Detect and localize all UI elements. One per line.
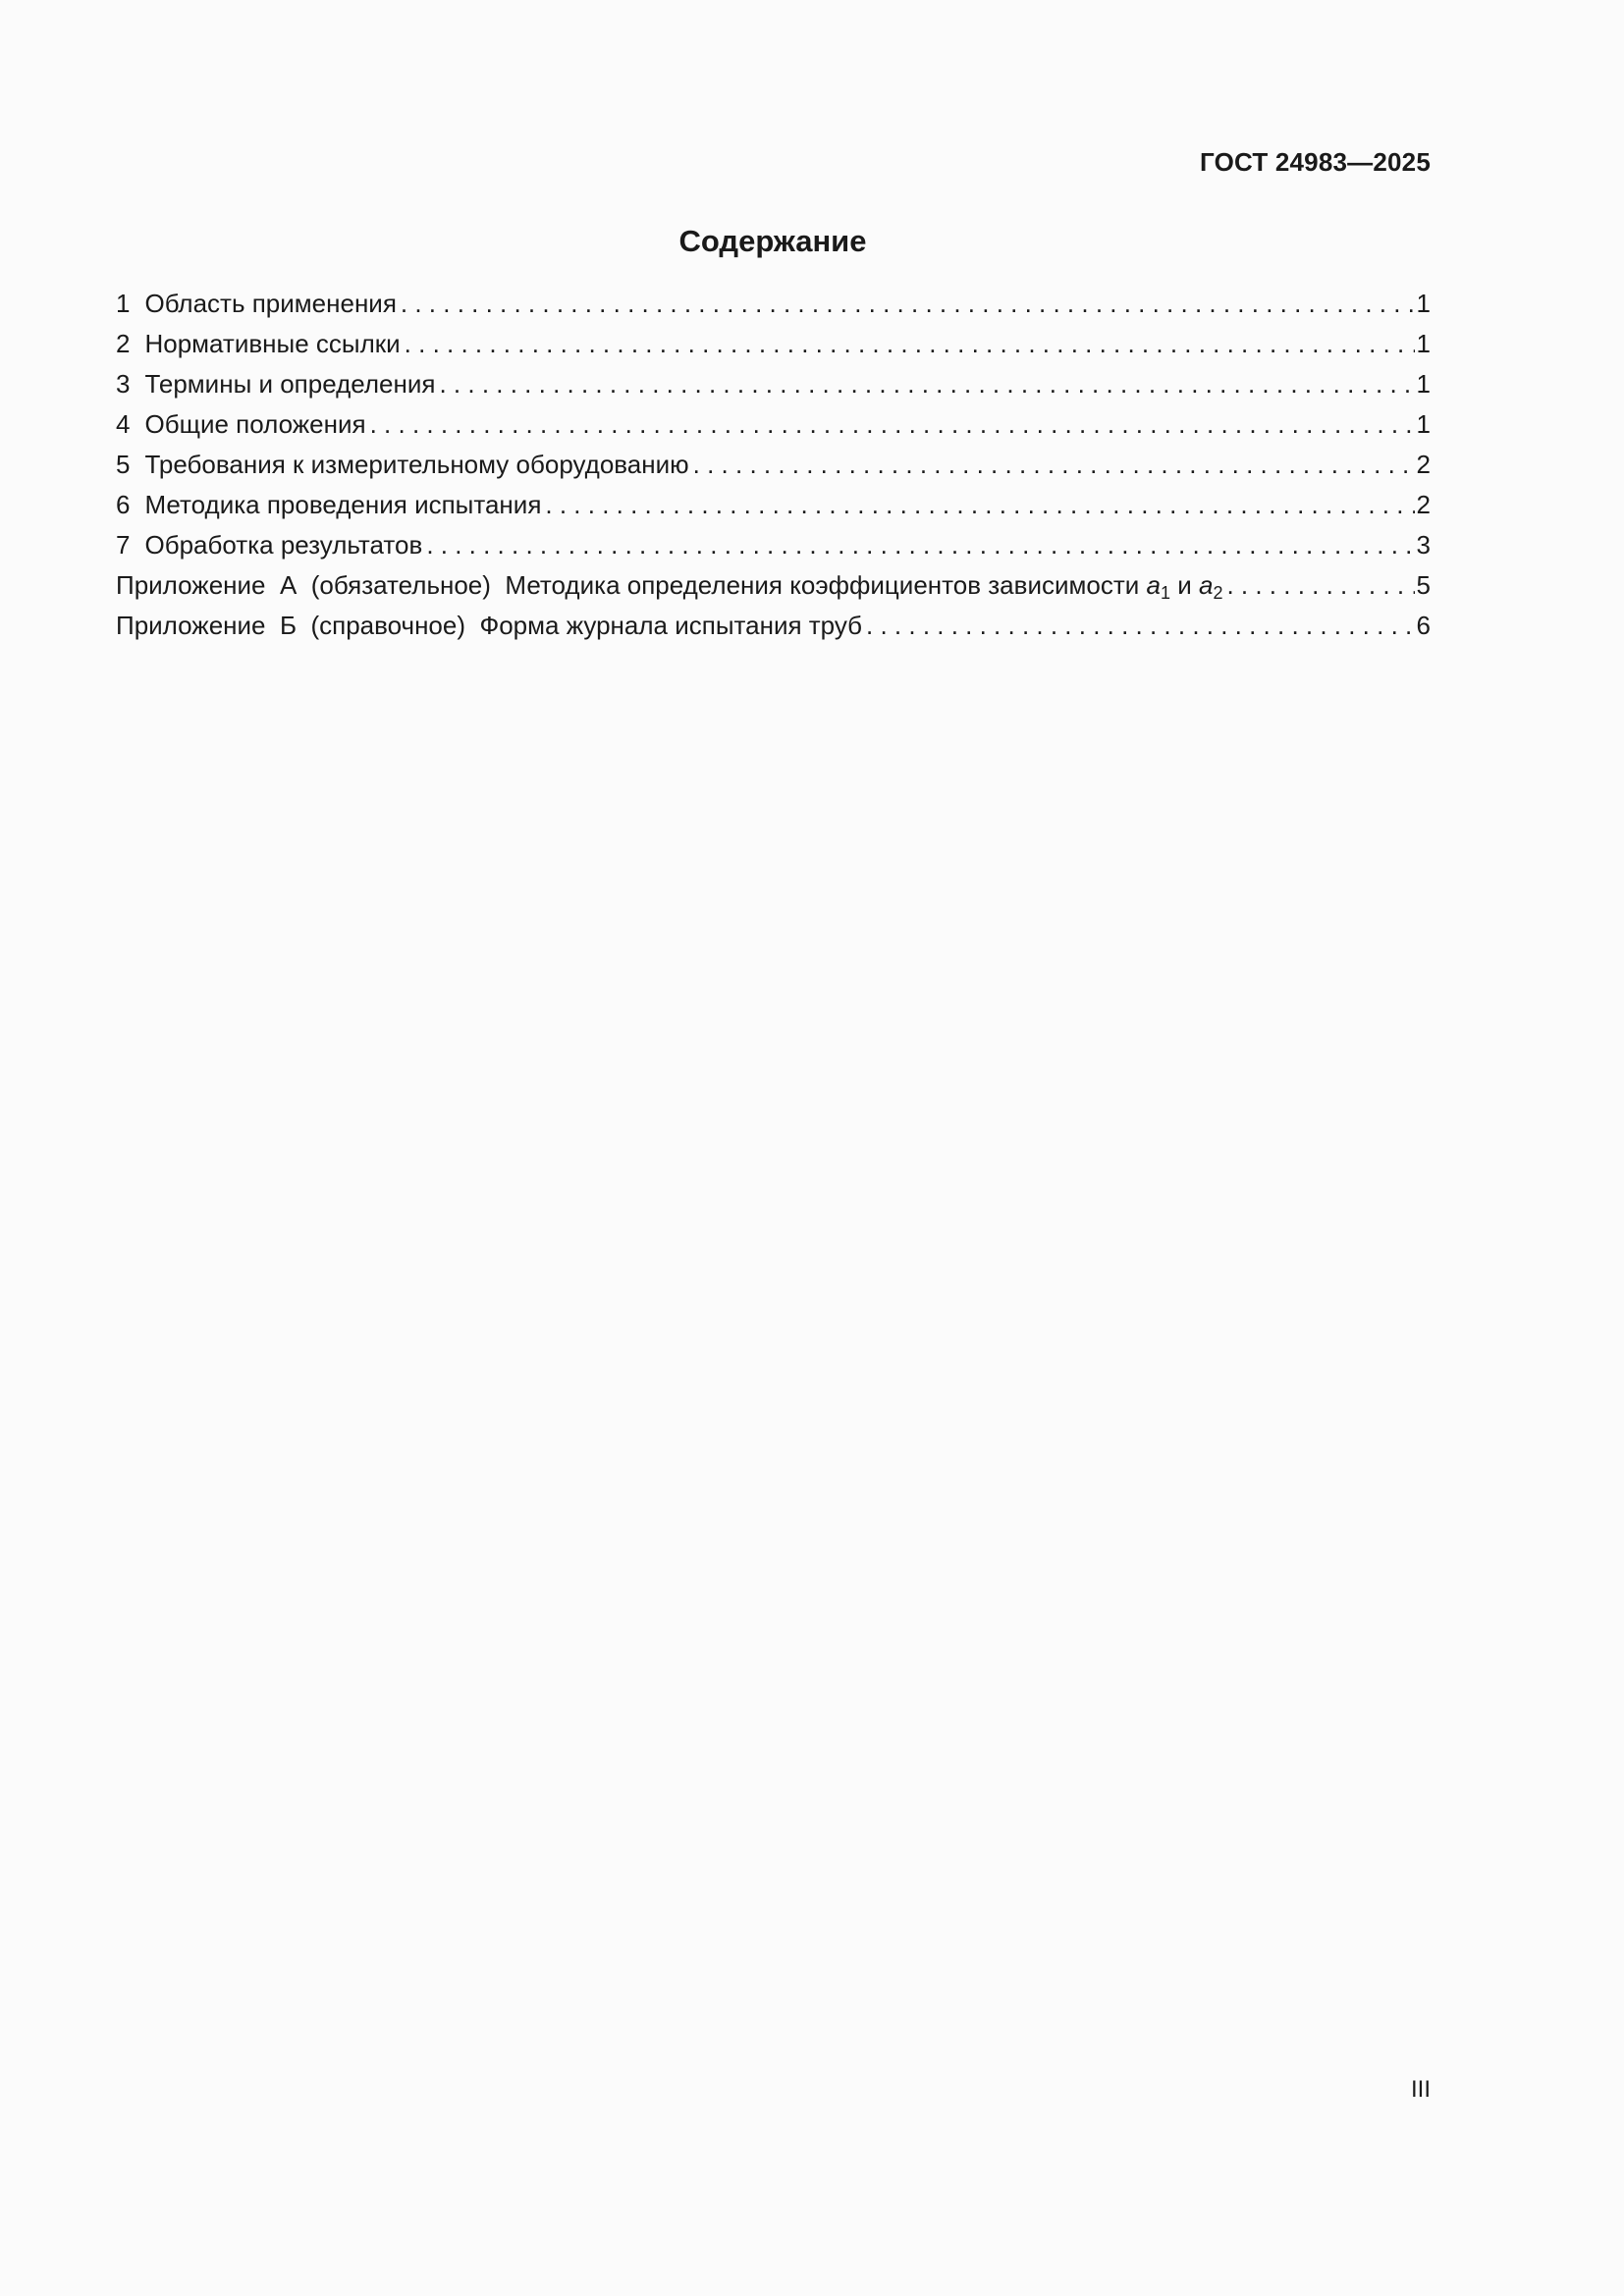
toc-item-label: Методика проведения испытания [144, 490, 542, 519]
toc-item-label: Термины и определения [144, 369, 436, 399]
toc-item-number: 5 [116, 450, 131, 479]
toc-title: Содержание [678, 224, 867, 258]
toc-item-label: Общие положения [144, 409, 366, 439]
toc-item-number: 1 [116, 289, 131, 318]
toc-leader-dots [866, 607, 1415, 644]
toc-item[interactable] [116, 486, 1431, 526]
toc-item-page: 1 [1416, 329, 1431, 358]
toc-item-page: 2 [1416, 450, 1431, 479]
toc-item-page: 2 [1416, 490, 1431, 519]
toc-item-appendix-b[interactable] [116, 607, 1431, 647]
toc-item-number: 3 [116, 369, 131, 399]
toc-item-label: Нормативные ссылки [144, 329, 401, 358]
toc-item-page: 6 [1416, 611, 1431, 640]
variable-a1: a [1146, 570, 1161, 600]
toc-item[interactable] [116, 285, 1431, 325]
toc-item-label: Приложение Б (справочное) Форма журнала испытания труб [116, 611, 863, 640]
toc-item-label: Обработка результатов [144, 530, 423, 560]
toc-item-label [116, 566, 1222, 604]
toc-item[interactable] [116, 446, 1431, 486]
page-number: III [1410, 2076, 1431, 2103]
toc-leader-dots [1226, 566, 1414, 604]
toc-item-number: 7 [116, 530, 131, 560]
toc-item[interactable] [116, 405, 1431, 446]
toc-item-number: 6 [116, 490, 131, 519]
toc-item-page: 1 [1416, 369, 1431, 399]
subscript-2: 2 [1213, 583, 1223, 603]
toc-item-page: 3 [1416, 530, 1431, 560]
toc-item-label: Область применения [144, 289, 397, 318]
toc-leader-dots [545, 486, 1414, 523]
toc-label-prefix: Приложение А (обязательное) Методика определения коэффициентов зависимости [116, 570, 1147, 600]
toc-item-number: 2 [116, 329, 131, 358]
toc-leader-dots [405, 325, 1415, 362]
subscript-1: 1 [1160, 583, 1170, 603]
toc-item[interactable] [116, 526, 1431, 566]
document-code: ГОСТ 24983—2025 [1200, 147, 1431, 177]
toc-leader-dots [439, 365, 1414, 402]
toc-leader-dots [401, 285, 1415, 322]
toc-item[interactable] [116, 365, 1431, 405]
toc-item-label: Требования к измерительному оборудованию [144, 450, 689, 479]
variable-a2: a [1198, 570, 1214, 600]
toc-label-conjunction: и [1169, 570, 1199, 600]
toc-leader-dots [693, 446, 1415, 483]
toc-leader-dots [370, 405, 1415, 443]
toc-item-page: 5 [1416, 570, 1431, 600]
toc-leader-dots [426, 526, 1414, 563]
toc-item-page: 1 [1416, 289, 1431, 318]
toc-item-page: 1 [1416, 409, 1431, 439]
table-of-contents [116, 285, 1431, 647]
toc-item[interactable] [116, 325, 1431, 365]
toc-item-number: 4 [116, 409, 131, 439]
toc-item-appendix-a[interactable] [116, 566, 1431, 607]
